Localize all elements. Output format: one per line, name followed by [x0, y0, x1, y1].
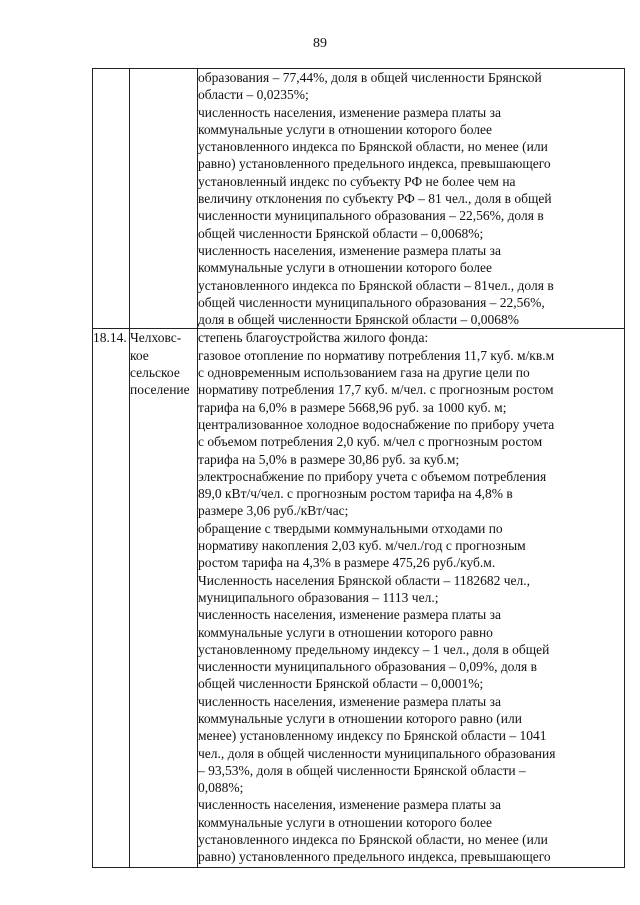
text-line: численности муниципального образования – 0,09%, доля в — [198, 659, 537, 675]
text-line: равно) установленного предельного индекса, превышающего — [198, 156, 551, 172]
text-line: нормативу потребления 17,7 куб. м/чел. с прогнозным ростом — [198, 382, 554, 398]
text-line: нормативу накопления 2,03 куб. м/чел./год с прогнозным — [198, 538, 526, 554]
municipality-name-line: сельское — [130, 365, 180, 381]
municipality-name-line: Челховс- — [130, 330, 182, 346]
text-line: коммунальные услуги в отношении которого равно — [198, 624, 493, 640]
text-line: численность населения, изменение размера платы за — [198, 693, 501, 709]
text-line: тарифа на 5,0% в размере 30,86 руб. за куб.м; — [198, 451, 460, 467]
text-line: 0,088%; — [198, 780, 244, 796]
text-line: ростом тарифа на 4,3% в размере 475,26 руб./куб.м. — [198, 555, 496, 571]
text-line: коммунальные услуги в отношении которого более — [198, 260, 492, 276]
municipality-cell — [130, 329, 198, 868]
text-line: численность населения, изменение размера платы за — [198, 797, 501, 813]
text-line: Численность населения Брянской области – 1182682 чел., — [198, 572, 530, 588]
table-row — [93, 329, 625, 868]
text-line: величину отклонения по субъекту РФ – 81 чел., доля в общей — [198, 191, 552, 207]
text-line: доля в общей численности Брянской области – 0,0068% — [198, 312, 520, 328]
description-cell — [198, 69, 625, 329]
tariff-table — [92, 68, 625, 868]
text-line: общей численности муниципального образования – 22,56%, — [198, 294, 545, 310]
text-line: с объемом потребления 2,0 куб. м/чел с прогнозным ростом — [198, 434, 543, 450]
text-line: 89,0 кВт/ч/чел. с прогнозным ростом тарифа на 4,8% в — [198, 486, 513, 502]
text-line: коммунальные услуги в отношении которого равно (или — [198, 710, 522, 726]
text-line: области – 0,0235%; — [198, 87, 309, 103]
text-line: с одновременным использованием газа на другие цели по — [198, 365, 530, 381]
text-line: обращение с твердыми коммунальными отходами по — [198, 520, 503, 536]
text-line: установленного индекса по Брянской области, но менее (или — [198, 832, 548, 848]
text-line: численности муниципального образования – 22,56%, доля в — [198, 208, 544, 224]
text-line: тарифа на 6,0% в размере 5668,96 руб. за 1000 куб. м; — [198, 399, 507, 415]
text-line: установленный индекс по субъекту РФ не более чем на — [198, 173, 516, 189]
text-line: коммунальные услуги в отношении которого более — [198, 814, 492, 830]
text-line: общей численности Брянской области – 0,0001%; — [198, 676, 484, 692]
text-line: электроснабжение по прибору учета с объемом потребления — [198, 468, 547, 484]
table-row — [93, 69, 625, 329]
text-line: – 93,53%, доля в общей численности Брянской области – — [198, 762, 526, 778]
text-line: степень благоустройства жилого фонда: — [198, 330, 429, 346]
text-line: чел., доля в общей численности муниципального образования — [198, 745, 556, 761]
text-line: равно) установленного предельного индекса, превышающего — [198, 849, 551, 865]
text-line: численность населения, изменение размера платы за — [198, 607, 501, 623]
municipality-name-line: поселение — [130, 382, 190, 398]
text-line: численность населения, изменение размера платы за — [198, 104, 501, 120]
municipality-name-line: кое — [130, 347, 149, 363]
row-number-cell: 18.14. — [93, 329, 130, 868]
municipality-cell — [130, 69, 198, 329]
text-line: газовое отопление по нормативу потребления 11,7 куб. м/кв.м — [198, 347, 555, 363]
page-number: 89 — [313, 36, 327, 51]
text-line: установленного индекса по Брянской области – 81чел., доля в — [198, 277, 554, 293]
text-line: образования – 77,44%, доля в общей численности Брянской — [198, 70, 542, 85]
text-line: установленному предельному индексу – 1 чел., доля в общей — [198, 641, 550, 657]
text-line: централизованное холодное водоснабжение по прибору учета — [198, 416, 555, 432]
text-line: коммунальные услуги в отношении которого более — [198, 121, 492, 137]
text-line: численность населения, изменение размера платы за — [198, 242, 501, 258]
text-line: менее) установленному индексу по Брянской области – 1041 — [198, 728, 547, 744]
row-number-cell — [93, 69, 130, 329]
text-line: муниципального образования – 1113 чел.; — [198, 589, 439, 605]
description-cell — [198, 329, 625, 868]
text-line: размере 3,06 руб./кВт/час; — [198, 503, 349, 519]
text-line: общей численности Брянской области – 0,0068%; — [198, 225, 484, 241]
text-line: установленного индекса по Брянской области, но менее (или — [198, 139, 548, 155]
